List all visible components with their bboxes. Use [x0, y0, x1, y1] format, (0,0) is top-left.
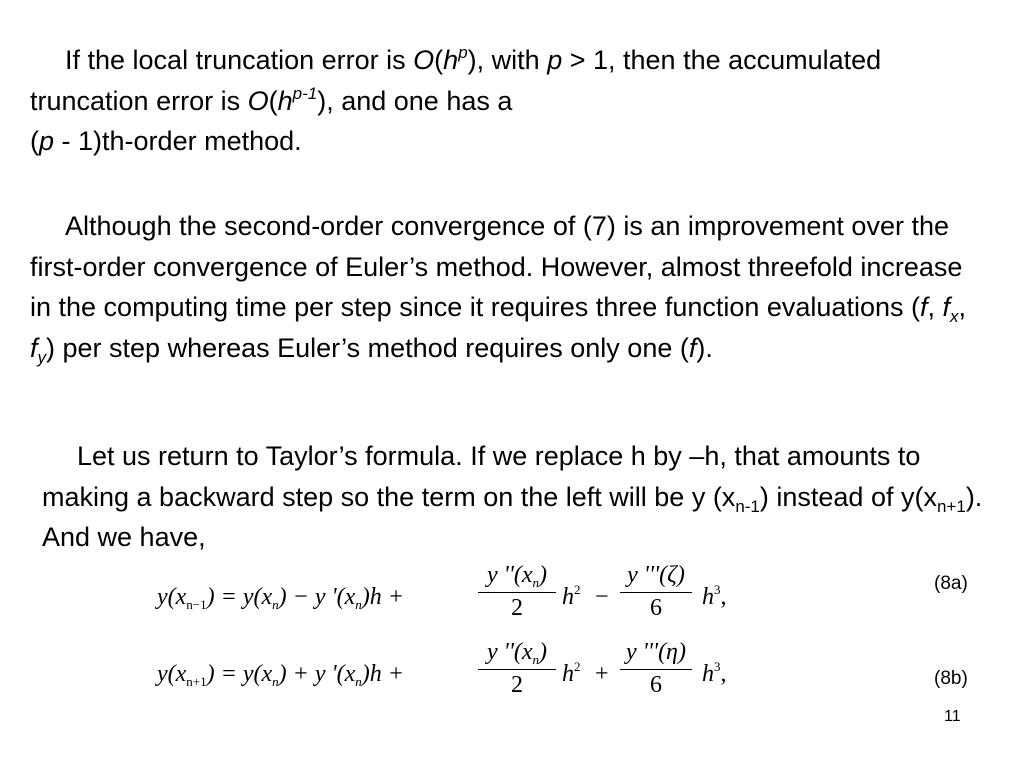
- equation-8a-h-cubed: $h^3$,: [702, 582, 727, 610]
- equation-8b-h-squared: $h^2$: [562, 659, 581, 687]
- equation-8a-label: (8a): [934, 573, 968, 594]
- paragraph-truncation-error: If the local truncation error is $O(h^p)$, with p > 1, then the accumulated truncation error is $O(h^{p-1})$, and one has a (p - 1)th-order method.: [30, 43, 882, 156]
- equation-8a-minus: −: [595, 584, 609, 610]
- paragraph-convergence: Although the second-order convergence of (7) is an improvement over the first-order convergence of Euler’s method. However, almost threefold increase in the computing time per step since it requires three function evaluations (f, $f_x$, $f_y$) per step whereas Euler’s method requires only one (f).: [30, 211, 967, 367]
- equation-8b-lhs: $y(x_{n+1}) = y(x_n) + y$ '$(x_n)h$ +: [157, 661, 404, 689]
- paragraph-taylor: Let us return to Taylor’s formula. If we replace h by –h, that amounts to making a backward step so the term on the left will be y $(x_{n-1})$ instead of $y(x_{n+1})$. And we have,: [42, 441, 983, 552]
- equation-8b-fraction-second-derivative: y ''$(x_n)$ 2: [478, 639, 556, 699]
- equation-8b-h-cubed: $h^3$,: [702, 659, 727, 687]
- equation-8b-plus: +: [595, 661, 609, 687]
- equation-8a-h-squared: $h^2$: [562, 582, 581, 610]
- equation-8b-label: (8b): [934, 668, 968, 689]
- equation-8b-fraction-third-derivative: y '''(η) 6: [620, 639, 692, 699]
- equation-8a-fraction-third-derivative: y '''(ζ) 6: [620, 562, 692, 622]
- equation-8a-fraction-second-derivative: y ''$(x_n)$ 2: [478, 562, 556, 622]
- page-number: 11: [944, 708, 961, 725]
- equation-8a-lhs: $y(x_{n-1}) = y(x_n) - y$ '$(x_n)h$ +: [157, 584, 404, 612]
